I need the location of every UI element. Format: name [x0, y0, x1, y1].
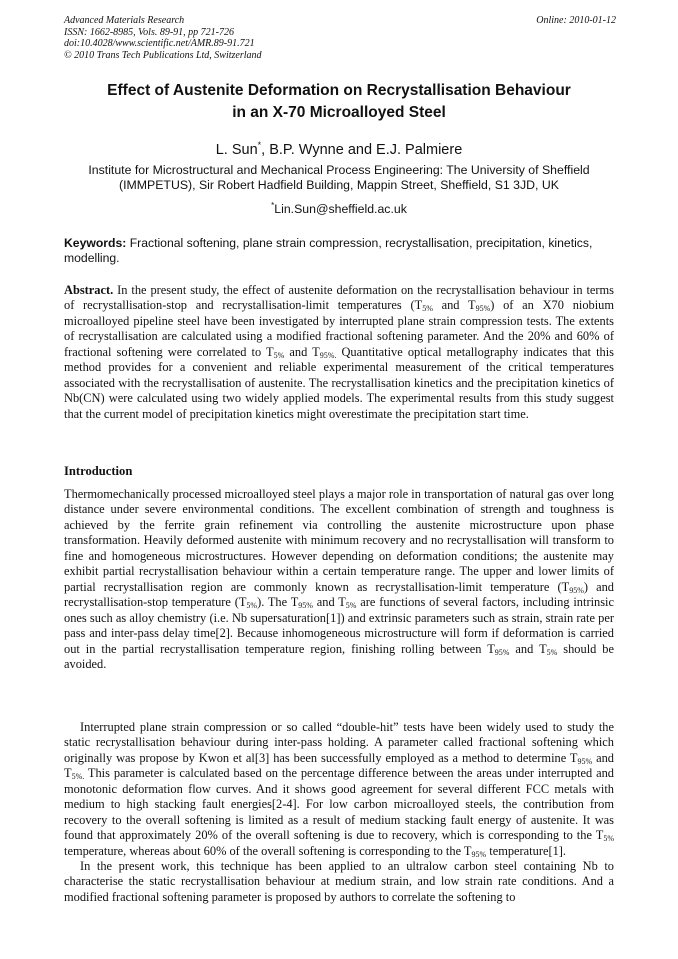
email-mark: *	[271, 201, 275, 210]
subscript: 5%	[246, 601, 258, 611]
subscript: 5%	[273, 350, 285, 360]
affiliation-line-2: (IMMPETUS), Sir Robert Hadfield Building, Mappin Street, Sheffield, S1 3JD, UK	[119, 178, 559, 192]
intro-paragraph-1	[64, 487, 614, 672]
subscript: 5%	[603, 834, 614, 844]
paragraph-text: temperature[1].	[486, 843, 566, 858]
title-line-2: in an X-70 Microalloyed Steel	[232, 104, 446, 121]
subscript: 5%.	[71, 772, 85, 782]
keywords-label: Keywords:	[64, 236, 127, 250]
paragraph-text: This parameter is calculated based on the percentage difference between the areas under interrupted and monotonic deformation flow curves. And it shows good agreement for several different FCC metals with medium to high stacking fault energies[2-4]. For low carbon microalloyed steels, the contribution from recovery to the overall softening is limited as a result of medium stacking fault energy of austenite. It was found that approximately 20% of the overall softening is due to recovery, which is corresponding to the T	[64, 766, 614, 843]
paragraph-text: are functions of several factors, including intrinsic ones such as alloy chemistry (i.e. Nb supersaturation[1]) and extrinsic parameters such as strain, strain rate per pass and inter-pass delay time[2]. Because inhomogeneous microstructure will form if deformation is carried out in the partial recrystallisation temperature region, finishing rolling between T	[64, 595, 614, 656]
contact-email	[64, 198, 614, 217]
subscript: 95%	[494, 647, 510, 657]
affiliation-line-1: Institute for Microstructural and Mechanical Process Engineering: The University of Sheffield	[88, 163, 590, 177]
abstract-label: Abstract.	[64, 283, 114, 297]
intro-paragraph-3	[64, 859, 614, 905]
corresponding-mark: *	[257, 140, 262, 150]
subscript: 95%	[475, 304, 491, 314]
paragraph-text: ). The T	[257, 595, 299, 610]
paragraph-text: ) and recrystallisation-stop temperature (T	[64, 579, 614, 610]
subscript: 95%	[471, 849, 487, 859]
abstract-text: and T	[284, 344, 320, 359]
email-address: Lin.Sun@sheffield.ac.uk	[274, 202, 407, 217]
author-list	[64, 136, 614, 159]
paragraph-text: temperature, whereas about 60% of the overall softening is corresponding to the T	[64, 843, 472, 858]
paragraph-text: and T	[64, 750, 614, 781]
journal-header	[64, 15, 616, 61]
copyright-line: © 2010 Trans Tech Publications Ltd, Switzerland	[64, 49, 262, 61]
paper-title	[64, 80, 614, 124]
subscript: 95%	[577, 756, 593, 766]
affiliation	[64, 163, 614, 193]
abstract	[64, 283, 614, 422]
paragraph-text: In the present work, this technique has been applied to an ultralow carbon steel containing Nb to characterise the static recrystallisation behaviour at medium strain, and low strain rate conditions. And a modified fractional softening parameter is proposed by authors to correlate the softening to	[64, 859, 614, 904]
subscript: 5%	[345, 601, 357, 611]
abstract-text: ) of an X70 niobium microalloyed pipeline steel have been investigated by interrupted plane strain compression tests. The extents of recrystallisation are calculated using a modified fractional softening parameter. And the 20% and 60% of fractional softening were correlated to T	[64, 298, 614, 359]
subscript: 5%	[422, 304, 433, 314]
paragraph-text: Thermomechanically processed microalloyed steel plays a major role in transportation of natural gas over long distance under severe environmental conditions. The excellent combination of strength and toughness is achieved by the ferrite grain refinement via controlling the austenite microstructure upon phase transformation. Heavily deformed austenite with minimum recovery and no recrystallisation will transform to fine and homogeneous microstructures. However depending on deformation conditions; the austenite may exhibit partial recrystallisation behaviour within a certain temperature range. The upper and lower limits of partial recrystallisation region are commonly known as recrystallisation-limit temperature (T	[64, 487, 614, 594]
keywords	[64, 236, 614, 266]
doi-line: doi:10.4028/www.scientific.net/AMR.89-91.721	[64, 38, 255, 49]
intro-paragraph-2	[64, 720, 614, 859]
subscript: 95%	[569, 585, 584, 595]
first-author: L. Sun	[215, 141, 258, 158]
section-heading-introduction: Introduction	[64, 464, 133, 478]
online-date: Online: 2010-01-12	[536, 15, 616, 26]
title-line-1: Effect of Austenite Deformation on Recrystallisation Behaviour	[107, 82, 571, 99]
subscript: 95%.	[319, 350, 337, 360]
abstract-text: and T	[432, 298, 476, 313]
paragraph-text: should be avoided.	[64, 641, 615, 671]
subscript: 95%	[298, 601, 313, 611]
journal-name: Advanced Materials Research	[64, 15, 185, 26]
other-authors: , B.P. Wynne and E.J. Palmiere	[261, 141, 463, 158]
paragraph-text: Interrupted plane strain compression or so called “double-hit” tests have been widely used to study the static recrystallisation behaviour during inter-pass holding. A parameter called fractional softening which originally was propose by Kwon et al[3] has been successfully employed as a method to determine T	[64, 720, 614, 765]
subscript: 5%	[546, 647, 558, 657]
paragraph-text: and T	[509, 641, 547, 656]
issn-line: ISSN: 1662-8985, Vols. 89-91, pp 721-726	[64, 26, 234, 38]
abstract-text: Quantitative optical metallography indicates that this method provides for a convenient and reliable experimental measurement of the critical temperatures associated with the recrystallisation of austenite. The recrystallisation kinetics and the precipitation kinetics of Nb(CN) were calculated using two widely applied models. The experimental results from this study suggest that the current model of precipitation kinetics might overestimate the precipitation start time.	[64, 344, 614, 421]
paragraph-text: and T	[312, 595, 346, 610]
keywords-text: Fractional softening, plane strain compression, recrystallisation, precipitation, kinetics, modelling.	[64, 236, 593, 265]
abstract-text: In the present study, the effect of austenite deformation on the recrystallisation behaviour in terms of recrystallisation-stop and recrystallisation-limit temperatures (T	[64, 283, 614, 313]
